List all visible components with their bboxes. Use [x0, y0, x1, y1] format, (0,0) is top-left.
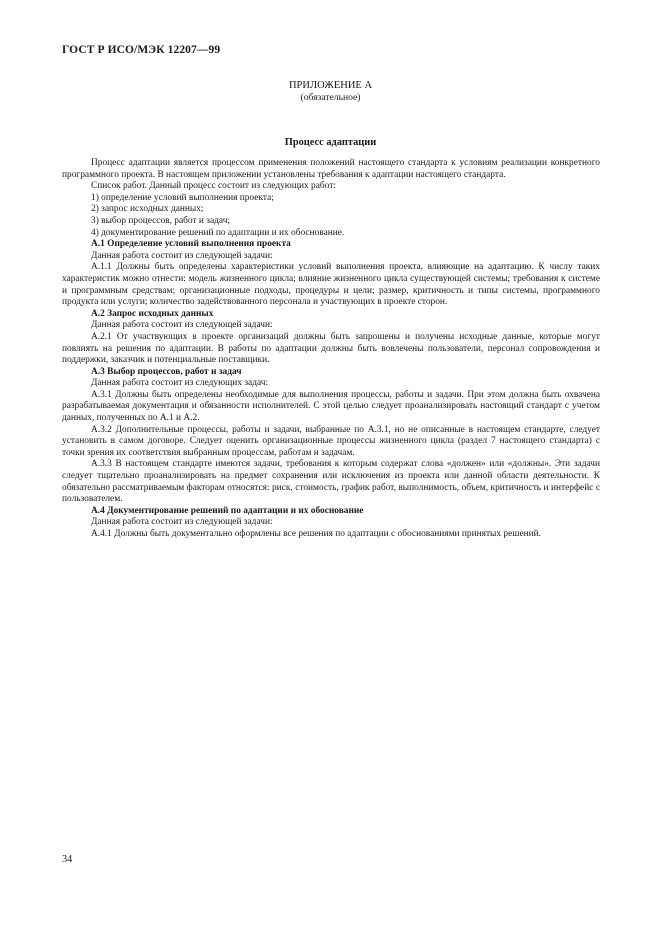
appendix-label: ПРИЛОЖЕНИЕ А	[288, 80, 373, 91]
section-heading: А.1 Определение условий выполнения проекта	[91, 239, 291, 250]
section-heading: А.2 Запрос исходных данных	[91, 308, 214, 319]
paragraph: Список работ. Данный процесс состоит из следующих работ:	[91, 181, 336, 192]
appendix-heading	[0, 80, 661, 104]
paragraph: Данная работа состоит из следующих задач:	[91, 378, 269, 389]
paragraph: Данная работа состоит из следующей задачи:	[91, 320, 273, 331]
document-body	[62, 158, 600, 541]
appendix-note: (обязательное)	[300, 92, 361, 103]
standard-header: ГОСТ Р ИСО/МЭК 12207—99	[62, 44, 221, 56]
section-heading: А.3 Выбор процессов, работ и задач	[91, 366, 242, 377]
paragraph: 1) определение условий выполнения проекта;	[91, 192, 274, 203]
paragraph: 3) выбор процессов, работ и задач;	[91, 215, 231, 226]
paragraph: А.3.3 В настоящем стандарте имеются задачи, требования к которым содержат слова «должен» или «должны». Эти задачи следует тщательно проанализировать на предмет сохранения или исключения из проекта или данной области деятельности. К обязательно рассматриваемым факторам относятся: риск, стоимость, график работ, выполнимость, объем, критичность и интерфейс с пользователем.	[62, 459, 600, 505]
paragraph: 2) запрос исходных данных;	[91, 204, 204, 215]
document-title: Процесс адаптации	[284, 137, 377, 148]
section-heading: А.4 Документирование решений по адаптации и их обоснование	[91, 505, 364, 516]
paragraph: Данная работа состоит из следующей задачи:	[91, 517, 273, 528]
paragraph: А.3.2 Дополнительные процессы, работы и задачи, выбранные по А.3.1, но не описанные в настоящем стандарте, следует установить в самом договоре. Следует оценить организационные процессы жизненного цикла (раздел 7 настоящего стандарта) с точки зрения их соответствия выбранным процессам, работам и задачам.	[62, 424, 600, 458]
paragraph: А.1.1 Должны быть определены характеристики условий выполнения проекта, влияющие на адаптацию. К числу таких характеристик можно отнести: модель жизненного цикла; влияние жизненного цикла существующей системы; требования к системе и программным средствам; организационные подходы, процедуры и цели; размер, критичность и типы системы, программного продукта или услуги; количество задействованного персонала и участвующих в проекте сторон.	[62, 262, 600, 308]
paragraph: А.3.1 Должны быть определены необходимые для выполнения процессы, работы и задачи. При этом должна быть охвачена разрабатываемая документация и обязанности исполнителей. С этой целью следует проанализировать настоящий стандарт с учетом данных, полученных по А.1 и А.2.	[62, 389, 600, 424]
paragraph: А.4.1 Должны быть документально оформлены все решения по адаптации с обоснованиями принятых решений.	[91, 529, 541, 539]
paragraph: А.2.1 От участвующих в проекте организаций должны быть запрошены и получены исходные данные, которые могут повлиять на решения по адаптации. В работы по адаптации должны быть вовлечены пользователи, персонал сопровождения и поддержки, заказчик и потенциальные поставщики.	[62, 331, 600, 366]
paragraph: 4) документирование решений по адаптации и их обоснование.	[91, 227, 345, 238]
paragraph: Данная работа состоит из следующей задачи:	[91, 250, 273, 261]
page-number: 34	[62, 854, 73, 865]
paragraph: Процесс адаптации является процессом применения положений настоящего стандарта к условиям реализации конкретного программного проекта. В настоящем приложении установлены требования к адаптации настоящего стандарта.	[62, 158, 600, 180]
